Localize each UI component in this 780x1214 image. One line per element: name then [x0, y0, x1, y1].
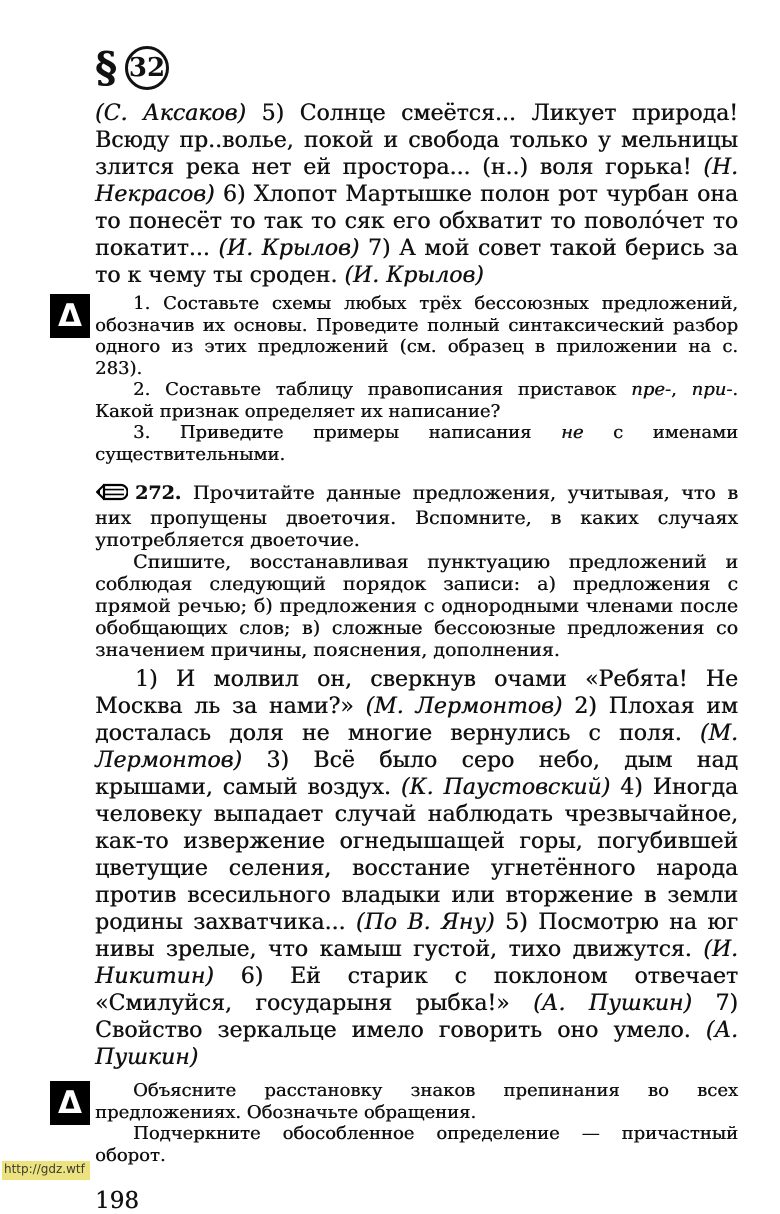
- assignment-item-2: Подчеркните обособленное определение — причастный оборот.: [95, 1123, 738, 1166]
- assignment-block-2: [58, 1080, 738, 1166]
- assignment-item-1: 1. Составьте схемы любых трёх бессоюзных предложений, обозначив их основы. Проведите полный синтаксический разбор одного из этих предложений (см. образец в приложении на с. 283).: [95, 293, 738, 379]
- exercise-sentences-paragraph: 1) И молвил он, сверкнув очами «Ребята! Не Москва ль за нами?» (М. Лермонтов) 2) Плохая им досталась доля не многие вернулись с поля. (М. Лермонтов) 3) Всё было серо небо, дым над крышами, самый воздух. (К. Паустовский) 4) Иногда человеку выпадает случай наблюдать чрезвычайное, как-то извержение огнедышащей горы, погубившей цветущие селения, восстание угнетённого народа против всесильного владыки или вторжение в земли родины захватчика... (По В. Яну) 5) Посмотрю на юг нивы зрелые, что камыш густой, тихо движутся. (И. Никитин) 6) Ей старик с поклоном отвечает «Смилуйся, государыня рыбка!» (А. Пушкин) 7) Свойство зеркальце имело говорить оно умело. (А. Пушкин): [95, 667, 738, 1070]
- page-number: 198: [95, 1188, 139, 1214]
- section-symbol: §: [95, 43, 117, 92]
- triangle-task-icon: Δ: [50, 294, 90, 338]
- written-exercise-pencil-icon: [95, 482, 128, 507]
- triangle-task-icon: Δ: [50, 1081, 90, 1125]
- intro-sentences-paragraph: (С. Аксаков) 5) Солнце смеётся... Ликует природа! Всюду пр..волье, покой и свобода только у мельницы злится река нет ей простора... (н..) воля горька! (Н. Некрасов) 6) Хлопот Мартышке полон рот чурбан она то понесёт то так то сяк его обхватит то поволо́чет то покатит... (И. Крылов) 7) А мой совет такой берись за то к чему ты сроден. (И. Крылов): [95, 101, 738, 288]
- assignment-block-1: [58, 293, 739, 465]
- assignment-item-2: 2. Составьте таблицу правописания приставок пре-, при-. Какой признак определяет их написание?: [95, 379, 739, 422]
- watermark-link[interactable]: http://gdz.wtf: [2, 1161, 90, 1180]
- assignment-item-3: 3. Приведите примеры написания не с именами существительными.: [95, 422, 738, 465]
- exercise-order-note: Спишите, восстанавливая пунктуацию предложений и соблюдая следующий порядок записи: а) предложения с прямой речью; б) предложения с однородными членами после обобщающих слов; в) сложные бессоюзные предложения со значением причины, пояснения, дополнения.: [95, 551, 738, 661]
- section-number: 32: [128, 53, 166, 83]
- section-header: [95, 0, 738, 94]
- exercise-number: 272.: [135, 482, 182, 504]
- assignment-item-1: Объясните расстановку знаков препинания во всех предложениях. Обозначьте обращения.: [95, 1080, 738, 1123]
- exercise-instruction-text: Прочитайте данные предложения, учитывая, что в них пропущены двоеточия. Вспомните, в каких случаях употребляется двоеточие.: [95, 482, 738, 551]
- section-number-badge: [125, 46, 169, 90]
- exercise-272-block: [95, 482, 738, 1071]
- exercise-instruction: [95, 482, 738, 551]
